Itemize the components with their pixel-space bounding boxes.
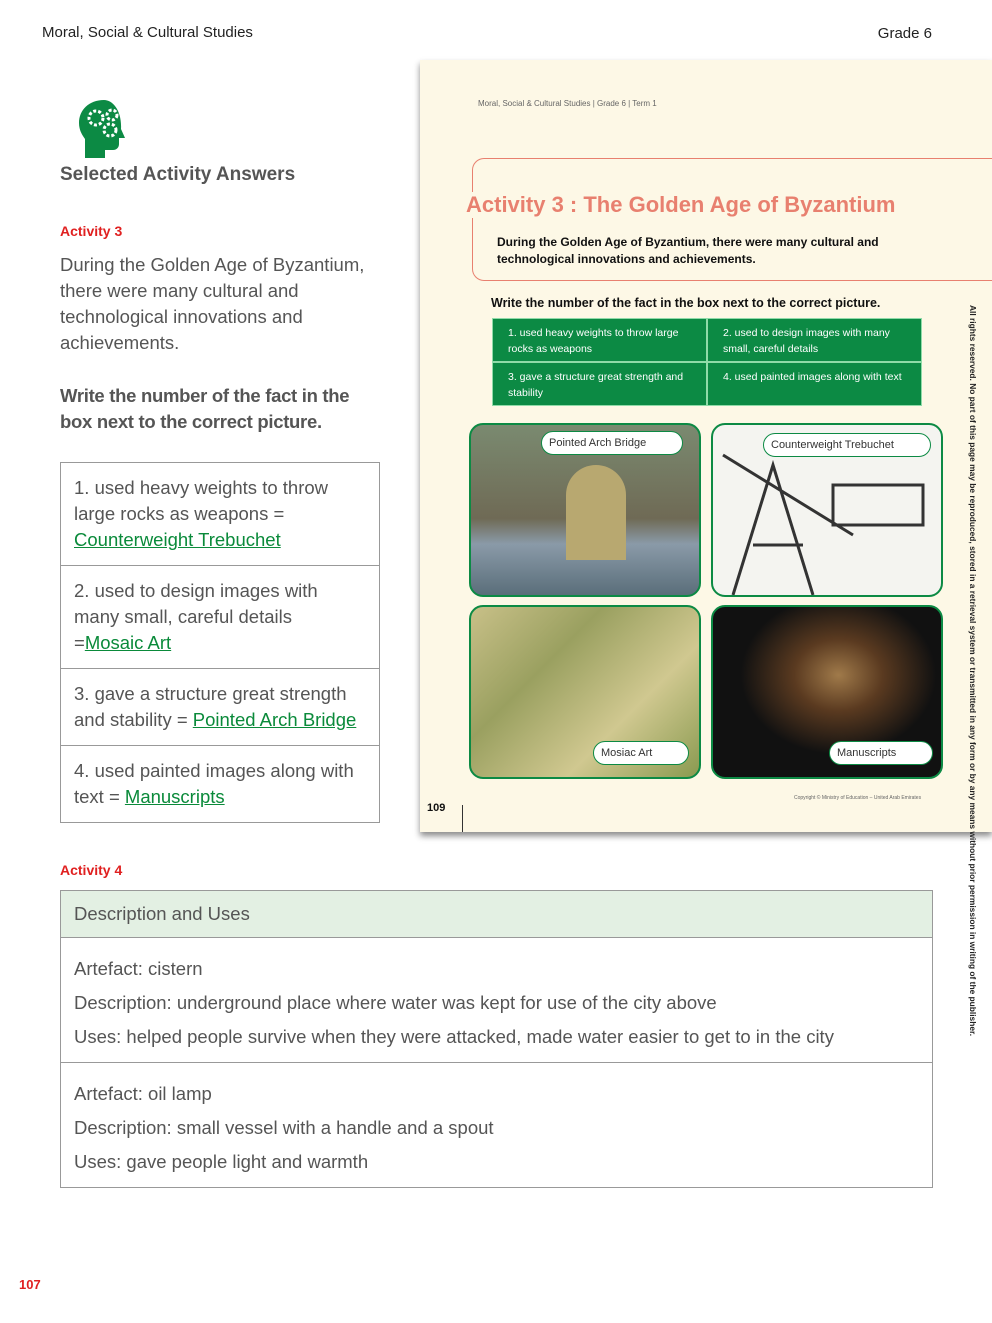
book-instruction: Write the number of the fact in the box next to the correct picture. bbox=[491, 296, 881, 310]
fact-cell: 2. used to design images with many small, careful details bbox=[708, 319, 921, 361]
activity-3-instruction: Write the number of the fact in the box next to the correct picture. bbox=[60, 385, 350, 432]
answer-row bbox=[61, 746, 379, 822]
facts-table bbox=[492, 318, 922, 406]
picture-label: Manuscripts bbox=[829, 741, 933, 765]
grade-header: Grade 6 bbox=[877, 25, 932, 42]
fact-cell: 3. gave a structure great strength and stability bbox=[493, 363, 706, 405]
description: Description: small vessel with a handle and a spout bbox=[74, 1117, 494, 1138]
book-title: Activity 3 : The Golden Age of Byzantium bbox=[460, 192, 901, 218]
answer-text: 2. used to design images with many small, careful details = bbox=[74, 580, 318, 653]
answers-table bbox=[60, 462, 380, 823]
activity-3-label: Activity 3 bbox=[60, 223, 123, 239]
book-page-number: 109 bbox=[427, 802, 446, 814]
answer-text: 3. gave a structure great strength and stability = bbox=[74, 683, 347, 730]
answer-link[interactable]: Pointed Arch Bridge bbox=[192, 709, 357, 730]
section-title: Selected Activity Answers bbox=[60, 164, 296, 185]
answer-text: 1. used heavy weights to throw large rocks as weapons = bbox=[74, 477, 329, 524]
activity-4-label: Activity 4 bbox=[60, 862, 123, 878]
head-gears-icon bbox=[76, 98, 132, 160]
pointed-arch-bridge-picture bbox=[469, 423, 701, 597]
page-number: 107 bbox=[19, 1277, 41, 1292]
answer-link[interactable]: Counterweight Trebuchet bbox=[74, 529, 281, 550]
table-header: Description and Uses bbox=[61, 891, 932, 938]
fact-cell: 4. used painted images along with text bbox=[708, 363, 921, 405]
artefact: Artefact: cistern bbox=[74, 958, 203, 979]
answer-link[interactable]: Mosaic Art bbox=[84, 632, 172, 653]
subject-header: Moral, Social & Cultural Studies bbox=[42, 24, 253, 41]
answer-row bbox=[61, 463, 379, 566]
textbook-page-image bbox=[420, 60, 992, 832]
arch-shape bbox=[566, 465, 626, 560]
copyright: Copyright © Ministry of Education – United Arab Emirates bbox=[794, 795, 922, 801]
uses: Uses: helped people survive when they were attacked, made water easier to get to in the city bbox=[74, 1026, 834, 1047]
book-intro: During the Golden Age of Byzantium, there were many cultural and technological innovations and achievements. bbox=[497, 235, 879, 266]
divider bbox=[462, 805, 463, 832]
table-row bbox=[61, 1063, 932, 1187]
fact-cell: 1. used heavy weights to throw large rocks as weapons bbox=[493, 319, 706, 361]
trebuchet-picture bbox=[711, 423, 943, 597]
uses: Uses: gave people light and warmth bbox=[74, 1151, 369, 1172]
answer-row bbox=[61, 566, 379, 669]
book-header: Moral, Social & Cultural Studies | Grade 6 | Term 1 bbox=[478, 99, 657, 108]
picture-label: Mosiac Art bbox=[593, 741, 689, 765]
activity-3-intro: During the Golden Age of Byzantium, there were many cultural and technological innovations and achievements. bbox=[60, 254, 365, 353]
activity-4-table bbox=[60, 890, 933, 1188]
picture-label: Pointed Arch Bridge bbox=[541, 431, 683, 455]
mosaic-art-picture bbox=[469, 605, 701, 779]
picture-label: Counterweight Trebuchet bbox=[763, 433, 931, 457]
answer-row bbox=[61, 669, 379, 746]
artefact: Artefact: oil lamp bbox=[74, 1083, 212, 1104]
table-row bbox=[61, 938, 932, 1063]
rights-notice: All rights reserved. No part of this page may be reproduced, stored in a retrieval system or transmitted in any form or by any means without prior permission in writing of the publisher. bbox=[968, 305, 978, 1037]
answer-text: 4. used painted images along with text = bbox=[74, 760, 354, 807]
answer-link[interactable]: Manuscripts bbox=[124, 786, 225, 807]
manuscripts-picture bbox=[711, 605, 943, 779]
description: Description: underground place where water was kept for use of the city above bbox=[74, 992, 717, 1013]
